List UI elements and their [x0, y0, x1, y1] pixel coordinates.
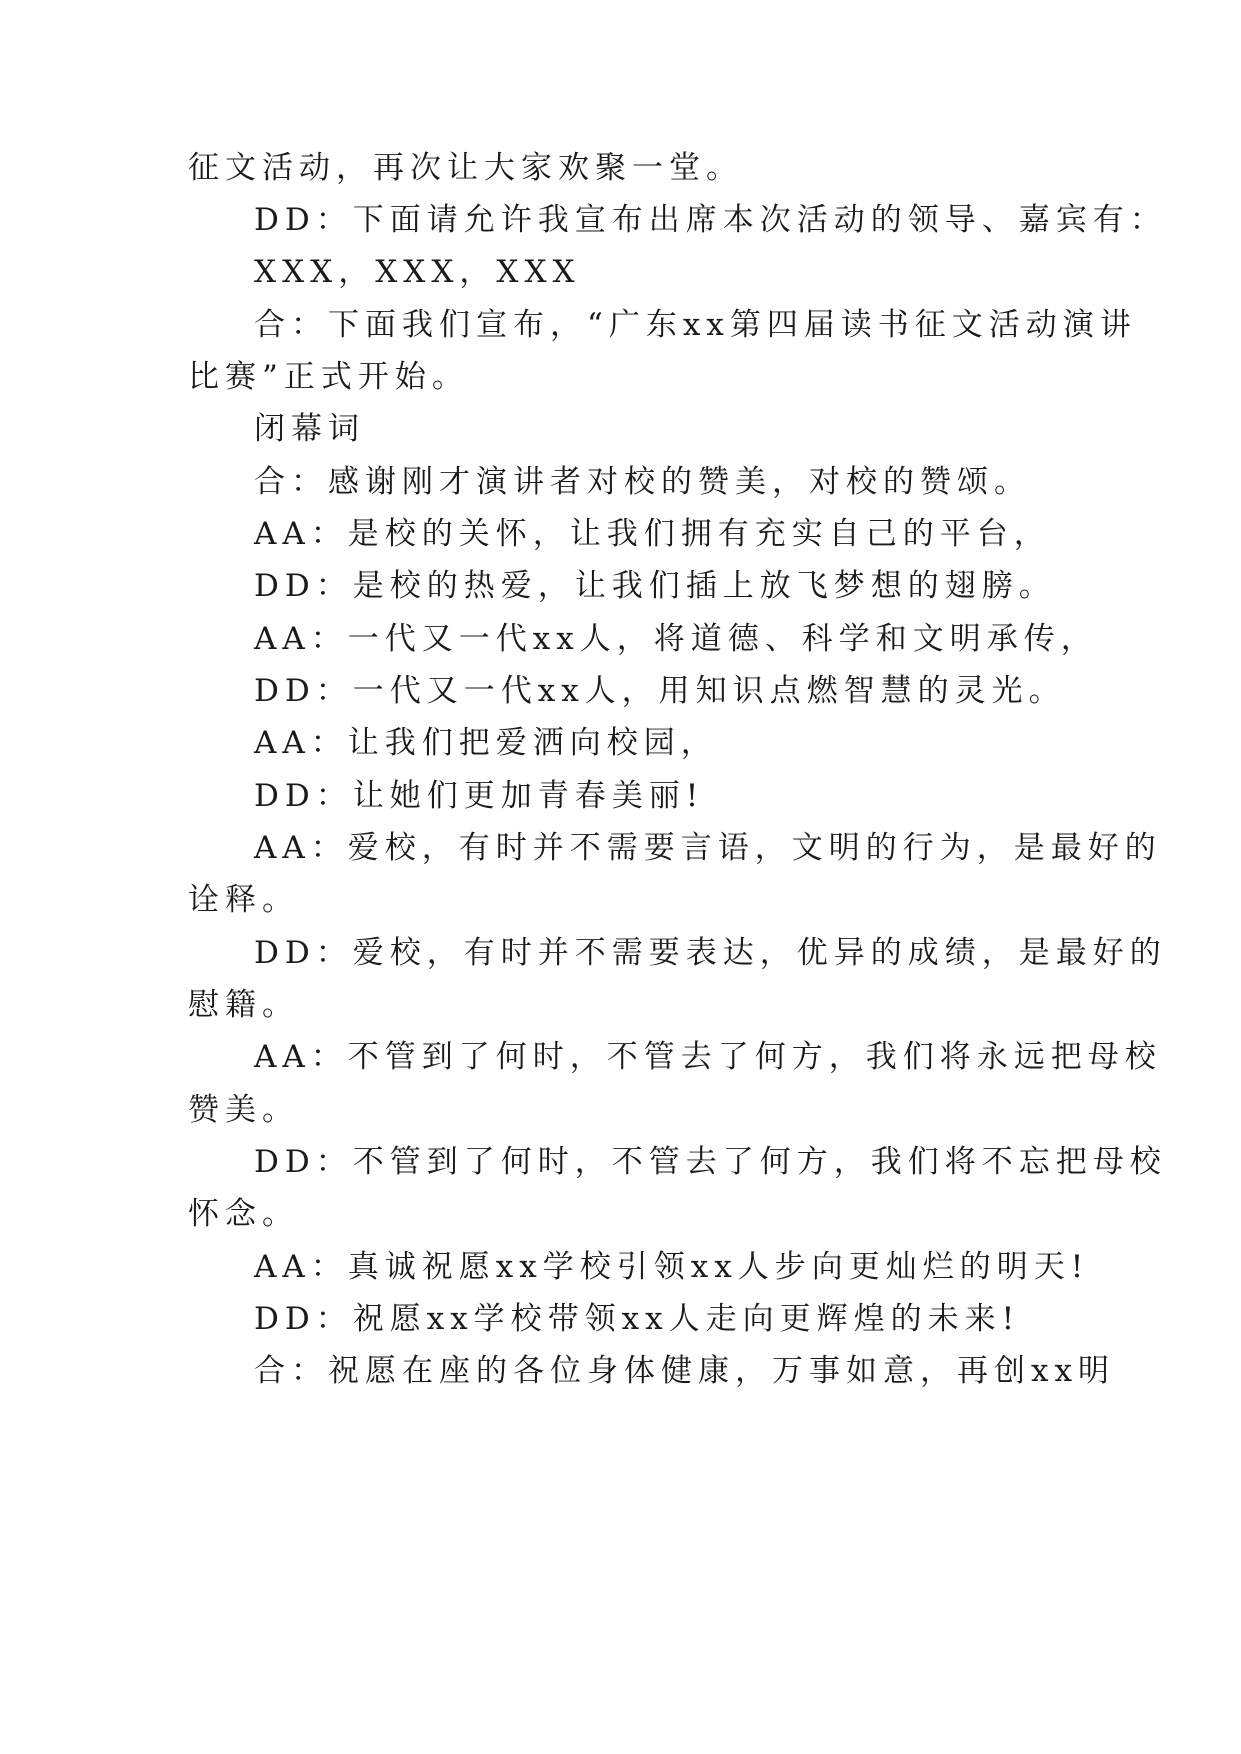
text-line: 合：祝愿在座的各位身体健康，万事如意，再创xx明	[254, 1353, 1115, 1389]
text-line: 诠释。	[188, 882, 299, 918]
text-line: XXX，XXX，XXX	[254, 254, 581, 290]
text-line: AA：一代又一代xx人，将道德、科学和文明承传，	[254, 621, 1098, 657]
text-line: DD：一代又一代xx人，用知识点燃智慧的灵光。	[254, 673, 1066, 709]
text-line: DD：爱校，有时并不需要表达，优异的成绩，是最好的	[254, 935, 1167, 971]
text-line: AA：是校的关怀，让我们拥有充实自己的平台，	[254, 516, 1051, 552]
text-line: DD：是校的热爱，让我们插上放飞梦想的翅膀。	[254, 568, 1056, 604]
text-line: 合：感谢刚才演讲者对校的赞美，对校的赞颂。	[254, 464, 1031, 500]
text-line: DD：下面请允许我宣布出席本次活动的领导、嘉宾有：	[254, 202, 1167, 238]
text-line: AA：真诚祝愿xx学校引领xx人步向更灿烂的明天!	[254, 1249, 1090, 1285]
text-line: 慰籍。	[188, 987, 299, 1023]
section-heading: 闭幕词	[254, 411, 365, 447]
text-line: 征文活动，再次让大家欢聚一堂。	[188, 150, 743, 186]
text-line: 合：下面我们宣布，“广东xx第四届读书征文活动演讲	[254, 307, 1137, 343]
text-line: 赞美。	[188, 1092, 299, 1128]
text-line: AA：让我们把爱洒向校园，	[254, 725, 718, 761]
text-line: 怀念。	[188, 1196, 299, 1232]
text-line: AA：不管到了何时，不管去了何方，我们将永远把母校	[254, 1039, 1162, 1075]
text-line: DD：不管到了何时，不管去了何方，我们将不忘把母校	[254, 1144, 1167, 1180]
text-line: 比赛”正式开始。	[188, 359, 469, 395]
text-line: DD：让她们更加青春美丽!	[254, 778, 705, 814]
text-line: DD：祝愿xx学校带领xx人走向更辉煌的未来!	[254, 1301, 1021, 1337]
text-line: AA：爱校，有时并不需要言语，文明的行为，是最好的	[254, 830, 1162, 866]
